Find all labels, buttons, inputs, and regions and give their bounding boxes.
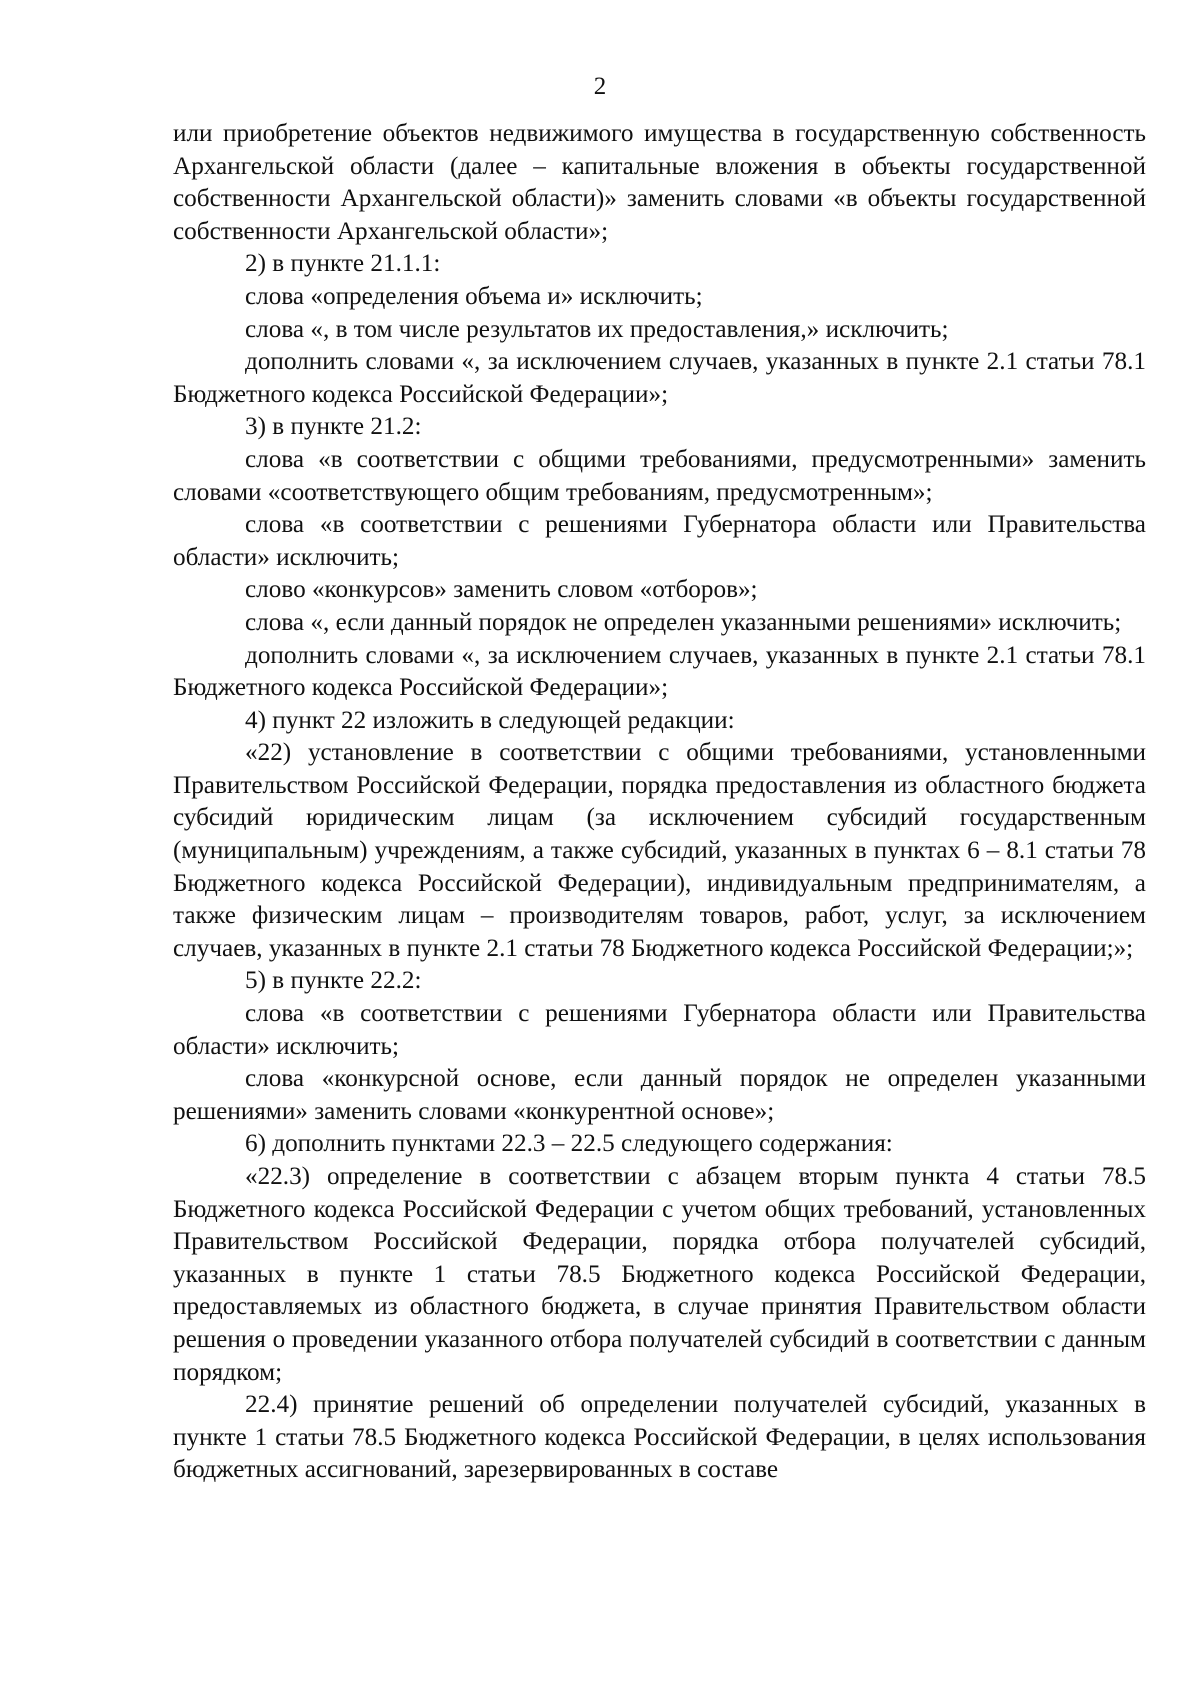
paragraph: 22.4) принятие решений об определении получателей субсидий, указанных в пункте 1 статьи 78.5 Бюджетного кодекса Российской Федерации, в целях использования бюджетных ассигнований, зарезервированных в составе bbox=[173, 1391, 1146, 1484]
page-number: 2 bbox=[593, 73, 607, 100]
paragraph: «22.3) определение в соответствии с абзацем вторым пункта 4 статьи 78.5 Бюджетного кодекса Российской Федерации с учетом общих требований, установленных Правительством Российской Федерации, порядка отбора получателей субсидий, указанных в пункте 1 статьи 78.5 Бюджетного кодекса Российской Федерации, предоставляемых из областного бюджета, в случае принятия Правительством области решения о проведении указанного отбора получателей субсидий в соответствии с данным порядком; bbox=[173, 1163, 1146, 1386]
paragraph: 2) в пункте 21.1.1: bbox=[245, 250, 441, 278]
paragraph: 5) в пункте 22.2: bbox=[245, 967, 422, 995]
paragraph: слова «в соответствии с общими требованиями, предусмотренными» заменить словами «соответствующего общим требованиям, предусмотренным»; bbox=[173, 445, 1146, 506]
paragraph: слово «конкурсов» заменить словом «отборов»; bbox=[245, 576, 758, 604]
paragraph: слова «, если данный порядок не определен указанными решениями» исключить; bbox=[245, 608, 1122, 636]
paragraph: или приобретение объектов недвижимого имущества в государственную собственность Архангельской области (далее – капитальные вложения в объекты государственной собственности Архангельской области)» заменить словами «в объекты государственной собственности Архангельской области»; bbox=[173, 120, 1146, 245]
paragraph: 6) дополнить пунктами 22.3 – 22.5 следующего содержания: bbox=[245, 1130, 893, 1158]
paragraph: слова «конкурсной основе, если данный порядок не определен указанными решениями» заменить словами «конкурентной основе»; bbox=[173, 1065, 1146, 1125]
document-body bbox=[173, 118, 1146, 1487]
paragraph: «22) установление в соответствии с общими требованиями, установленными Правительством Российской Федерации, порядка предоставления из областного бюджета субсидий юридическим лицам (за исключением субсидий государственным (муниципальным) учреждениям, а также субсидий, указанных в пунктах 6 – 8.1 статьи 78 Бюджетного кодекса Российской Федерации), индивидуальным предпринимателям, а также физическим лицам – производителям товаров, работ, услуг, за исключением случаев, указанных в пункте 2.1 статьи 78 Бюджетного кодекса Российской Федерации;»; bbox=[173, 739, 1146, 962]
paragraph: 4) пункт 22 изложить в следующей редакции: bbox=[245, 706, 735, 734]
paragraph: дополнить словами «, за исключением случаев, указанных в пункте 2.1 статьи 78.1 Бюджетного кодекса Российской Федерации»; bbox=[173, 348, 1146, 408]
paragraph: слова «в соответствии с решениями Губернатора области или Правительства области» исключить; bbox=[173, 511, 1146, 571]
paragraph: 3) в пункте 21.2: bbox=[245, 413, 422, 441]
paragraph: дополнить словами «, за исключением случаев, указанных в пункте 2.1 статьи 78.1 Бюджетного кодекса Российской Федерации»; bbox=[173, 641, 1146, 702]
paragraph: слова «, в том числе результатов их предоставления,» исключить; bbox=[245, 315, 949, 343]
paragraph: слова «определения объема и» исключить; bbox=[245, 282, 703, 310]
paragraph: слова «в соответствии с решениями Губернатора области или Правительства области» исключить; bbox=[173, 1000, 1146, 1060]
